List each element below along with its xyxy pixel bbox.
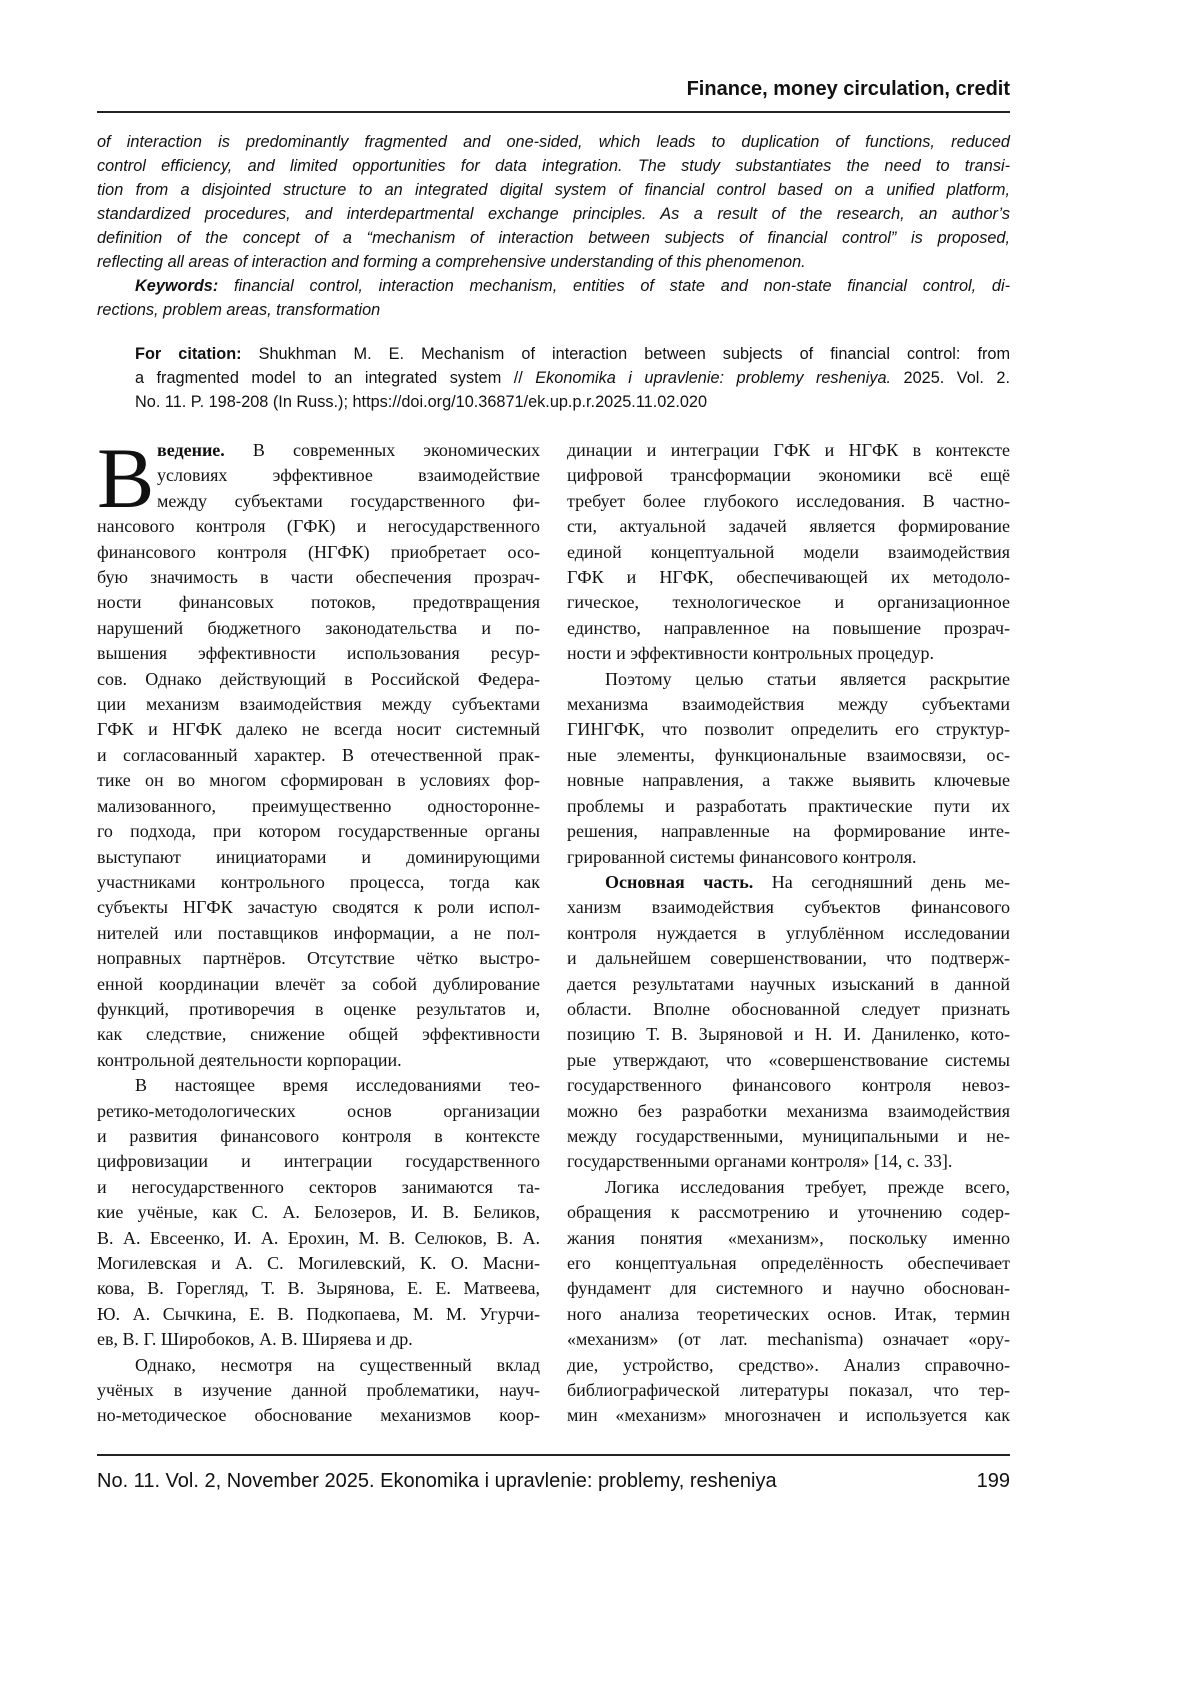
line-text: и дальнейшем совершенствовании, что подтверж-	[567, 948, 1010, 968]
line-text: субъекты НГФК зачастую сводятся к роли испол-	[97, 897, 540, 917]
paragraph	[97, 438, 540, 1073]
line-text: проблемы и разработать практические пути их	[567, 796, 1010, 816]
page-footer	[97, 1470, 1010, 1493]
citation-line	[135, 366, 1010, 390]
line-text: рые утверждают, что «совершенствование системы	[567, 1050, 1010, 1070]
text-line	[567, 1149, 1010, 1174]
line-text: сти, актуальной задачей является формирование	[567, 516, 1010, 536]
text-line	[567, 540, 1010, 565]
body-column-left	[97, 438, 540, 1429]
text-line	[97, 1073, 540, 1098]
line-text: позицию Т. В. Зыряновой и Н. И. Даниленко, кото-	[567, 1024, 1010, 1044]
text-line	[567, 590, 1010, 615]
text-line	[567, 1099, 1010, 1124]
abstract-line: reflecting all areas of interaction and forming a comprehensive understanding of this phenomenon.	[97, 250, 1010, 274]
text-line	[97, 641, 540, 666]
text-line	[97, 1327, 540, 1352]
text-line	[567, 616, 1010, 641]
paragraph	[567, 870, 1010, 1175]
text-line	[97, 1149, 540, 1174]
abstract-line: definition of the concept of a “mechanism of interaction between subjects of financial control” is proposed,	[97, 226, 1010, 250]
line-text: ности и эффективности контрольных процедур.	[567, 643, 934, 663]
keywords-line	[97, 274, 1010, 298]
text-line	[97, 1124, 540, 1149]
line-text: Поэтому целью статьи является раскрытие	[605, 669, 1010, 689]
line-text: но-методическое обоснование механизмов коор-	[97, 1405, 540, 1425]
paragraph	[567, 438, 1010, 667]
text-line	[97, 540, 540, 565]
keywords-line: rections, problem areas, transformation	[97, 298, 1010, 322]
text-line	[97, 565, 540, 590]
text-line	[567, 692, 1010, 717]
line-text: нансового контроля (ГФК) и негосударственного	[97, 516, 540, 536]
text-line	[567, 895, 1010, 920]
line-text: ности финансовых потоков, предотвращения	[97, 592, 540, 612]
text-line	[567, 1403, 1010, 1428]
page-number: 199	[977, 1470, 1010, 1493]
line-text: Однако, несмотря на существенный вклад	[135, 1355, 540, 1375]
line-text: «механизм» (от лат. mechanisma) означает «ору-	[567, 1329, 1010, 1349]
text-line	[97, 1226, 540, 1251]
line-text: кова, В. Горегляд, Т. В. Зырянова, Е. Е. Матвеева,	[97, 1278, 540, 1298]
text-line	[567, 1302, 1010, 1327]
line-text: В настоящее время исследованиями тео-	[135, 1075, 540, 1095]
citation-text: a fragmented model to an integrated system //	[135, 369, 535, 387]
paragraph	[97, 1073, 540, 1352]
text-line	[567, 1251, 1010, 1276]
text-line	[567, 1226, 1010, 1251]
line-text: нарушений бюджетного законодательства и по-	[97, 618, 540, 638]
text-line	[97, 590, 540, 615]
line-text: Ю. А. Сычкина, Е. В. Подкопаева, М. М. Угурчи-	[97, 1304, 540, 1324]
text-line	[567, 743, 1010, 768]
text-line	[97, 1022, 540, 1047]
line-text: грированной системы финансового контроля.	[567, 847, 917, 867]
line-text: ГФК и НГФК далеко не всегда носит системный	[97, 719, 540, 739]
line-text: контрольной деятельности корпорации.	[97, 1050, 402, 1070]
text-line	[97, 768, 540, 793]
paragraph	[567, 667, 1010, 870]
line-text: ГИНГФК, что позволит определить его структур-	[567, 719, 1010, 739]
line-text: сов. Однако действующий в Российской Федера-	[97, 669, 540, 689]
text-line	[567, 794, 1010, 819]
line-text: бую значимость в части обеспечения прозрач-	[97, 567, 540, 587]
line-text: как следствие, снижение общей эффективности	[97, 1024, 540, 1044]
line-text: контроля нуждается в углублённом исследовании	[567, 923, 1010, 943]
line-text: Логика исследования требует, прежде всего,	[605, 1177, 1010, 1197]
text-line	[567, 1124, 1010, 1149]
text-line	[567, 946, 1010, 971]
text-line	[97, 743, 540, 768]
text-line	[97, 870, 540, 895]
line-text: мин «механизм» многозначен и используется как	[567, 1405, 1010, 1425]
line-text: новные направления, а также выявить ключевые	[567, 770, 1010, 790]
text-line	[97, 717, 540, 742]
text-line	[567, 1200, 1010, 1225]
text-line	[97, 895, 540, 920]
citation	[135, 342, 1010, 414]
line-text: единство, направленное на повышение прозрач-	[567, 618, 1010, 638]
line-text: го подхода, при котором государственные органы	[97, 821, 540, 841]
line-text: ного анализа теоретических основ. Итак, термин	[567, 1304, 1010, 1324]
line-text: ГФК и НГФК, обеспечивающей их методоло-	[567, 567, 1010, 587]
paragraph	[97, 1353, 540, 1429]
line-text: между государственными, муниципальными и не-	[567, 1126, 1010, 1146]
line-text: мализованного, преимущественно односторонне-	[97, 796, 540, 816]
text-line	[97, 1276, 540, 1301]
line-text: участниками контрольного процесса, тогда как	[97, 872, 540, 892]
text-line	[567, 1048, 1010, 1073]
line-text: финансового контроля (НГФК) приобретает осо-	[97, 542, 540, 562]
text-line	[567, 768, 1010, 793]
abstract-line: control efficiency, and limited opportunities for data integration. The study substantiates the need to transi-	[97, 154, 1010, 178]
text-line	[97, 972, 540, 997]
text-line	[567, 489, 1010, 514]
citation-text: Shukhman M. E. Mechanism of interaction between subjects of financial control: from	[242, 345, 1010, 363]
line-text: ев, В. Г. Широбоков, А. В. Ширяева и др.	[97, 1329, 413, 1349]
line-text: ные элементы, функциональные взаимосвязи, ос-	[567, 745, 1010, 765]
text-line	[567, 717, 1010, 742]
text-line	[567, 1073, 1010, 1098]
text-line	[567, 1378, 1010, 1403]
line-text: жания понятия «механизм», поскольку именно	[567, 1228, 1010, 1248]
text-line	[97, 1251, 540, 1276]
text-line	[567, 870, 1010, 895]
citation-doi-line: No. 11. P. 198-208 (In Russ.); https://doi.org/10.36871/ek.up.p.r.2025.11.02.020	[135, 390, 1010, 414]
text-line	[97, 438, 540, 463]
keywords-text: financial control, interaction mechanism, entities of state and non-state financial control, di-	[218, 277, 1010, 295]
line-text: ции механизм взаимодействия между субъектами	[97, 694, 540, 714]
text-line	[97, 1378, 540, 1403]
journal-name: Ekonomika i upravlenie: problemy resheniya.	[535, 369, 891, 387]
text-line	[97, 1403, 540, 1428]
line-text: ханизм взаимодействия субъектов финансового	[567, 897, 1010, 917]
line-text: механизма взаимодействия между субъектами	[567, 694, 1010, 714]
line-text: тике он во многом сформирован в условиях фор-	[97, 770, 540, 790]
text-line	[567, 997, 1010, 1022]
text-line	[97, 921, 540, 946]
text-line	[97, 692, 540, 717]
line-text: и согласованный характер. В отечественной прак-	[97, 745, 540, 765]
line-text: решения, направленные на формирование инте-	[567, 821, 1010, 841]
line-text: требует более глубокого исследования. В частно-	[567, 491, 1010, 511]
text-line	[567, 1022, 1010, 1047]
text-line	[97, 794, 540, 819]
text-line	[567, 1175, 1010, 1200]
running-header: Finance, money circulation, credit	[97, 78, 1010, 101]
line-text: библиографической литературы показал, что тер-	[567, 1380, 1010, 1400]
abstract-line: standardized procedures, and interdepartmental exchange principles. As a result of the research, an author’s	[97, 202, 1010, 226]
abstract-line: of interaction is predominantly fragmented and one-sided, which leads to duplication of functions, reduced	[97, 130, 1010, 154]
line-text: цифровой трансформации экономики всё ещё	[567, 465, 1010, 485]
text-line	[97, 616, 540, 641]
footer-rule	[97, 1454, 1010, 1456]
citation-label: For citation:	[135, 345, 242, 363]
text-line	[97, 997, 540, 1022]
text-line	[97, 514, 540, 539]
line-text: В. А. Евсеенко, И. А. Ерохин, М. В. Селюков, В. А.	[97, 1228, 540, 1248]
text-line	[567, 1276, 1010, 1301]
citation-line	[135, 342, 1010, 366]
footer-journal: No. 11. Vol. 2, November 2025. Ekonomika i upravlenie: problemy, resheniya	[97, 1470, 777, 1493]
section-heading: Основная часть.	[605, 872, 753, 892]
line-text: дается результатами научных изысканий в данной	[567, 974, 1010, 994]
line-text: фундамент для системного и научно обоснован-	[567, 1278, 1010, 1298]
text-line	[567, 819, 1010, 844]
text-line	[97, 1175, 540, 1200]
text-line	[97, 489, 540, 514]
text-line	[567, 438, 1010, 463]
citation-text: 2025. Vol. 2.	[891, 369, 1010, 387]
text-line	[567, 565, 1010, 590]
line-text: В современных экономических	[225, 440, 540, 460]
text-line	[567, 845, 1010, 870]
text-line	[97, 946, 540, 971]
line-text: выступают инициаторами и доминирующими	[97, 847, 540, 867]
line-text: функций, противоречия в оценке результатов и,	[97, 999, 540, 1019]
line-text: государственными органами контроля» [14, с. 33].	[567, 1151, 952, 1171]
body-column-right	[567, 438, 1010, 1429]
line-text: кие учёные, как С. А. Белозеров, И. В. Беликов,	[97, 1202, 540, 1222]
text-line	[97, 1353, 540, 1378]
abstract	[97, 130, 1010, 322]
text-line	[567, 641, 1010, 666]
text-line	[567, 1353, 1010, 1378]
text-line	[97, 463, 540, 488]
line-text: между субъектами государственного фи-	[157, 491, 540, 511]
line-text: дие, устройство, средство». Анализ справочно-	[567, 1355, 1010, 1375]
line-text: динации и интеграции ГФК и НГФК в контексте	[567, 440, 1010, 460]
text-line	[97, 1200, 540, 1225]
line-text: гическое, технологическое и организационное	[567, 592, 1010, 612]
intro-heading: ведение.	[157, 440, 225, 460]
line-text: учёных в изучение данной проблематики, науч-	[97, 1380, 540, 1400]
text-line	[567, 514, 1010, 539]
line-text: ретико-методологических основ организации	[97, 1101, 540, 1121]
line-text: вышения эффективности использования ресур-	[97, 643, 540, 663]
line-text: ноправных партнёров. Отсутствие чётко выстро-	[97, 948, 540, 968]
line-text: области. Вполне обоснованной следует признать	[567, 999, 1010, 1019]
abstract-line: tion from a disjointed structure to an integrated digital system of financial control based on a unified platform,	[97, 178, 1010, 202]
line-text: единой концептуальной модели взаимодействия	[567, 542, 1010, 562]
line-text: условиях эффективное взаимодействие	[157, 465, 540, 485]
text-line	[97, 1302, 540, 1327]
text-line	[567, 1327, 1010, 1352]
line-text: енной координации влечёт за собой дублирование	[97, 974, 540, 994]
line-text: можно без разработки механизма взаимодействия	[567, 1101, 1010, 1121]
header-rule	[97, 111, 1010, 113]
text-line	[567, 921, 1010, 946]
line-text: его концептуальная определённость обеспечивает	[567, 1253, 1010, 1273]
text-line	[567, 972, 1010, 997]
text-line	[567, 463, 1010, 488]
paragraph	[567, 1175, 1010, 1429]
keywords-label: Keywords:	[135, 277, 218, 295]
text-line	[97, 667, 540, 692]
text-line	[97, 845, 540, 870]
line-text: обращения к рассмотрению и уточнению содер-	[567, 1202, 1010, 1222]
line-text: и негосударственного секторов занимаются та-	[97, 1177, 540, 1197]
line-text: государственного финансового контроля невоз-	[567, 1075, 1010, 1095]
line-text: На сегодняшний день ме-	[753, 872, 1010, 892]
text-line	[567, 667, 1010, 692]
text-line	[97, 1048, 540, 1073]
text-line	[97, 1099, 540, 1124]
line-text: нителей или поставщиков информации, а не пол-	[97, 923, 540, 943]
line-text: цифровизации и интеграции государственного	[97, 1151, 540, 1171]
line-text: и развития финансового контроля в контексте	[97, 1126, 540, 1146]
text-line	[97, 819, 540, 844]
drop-cap: В	[97, 440, 154, 516]
line-text: Могилевская и А. С. Могилевский, К. О. Масни-	[97, 1253, 540, 1273]
